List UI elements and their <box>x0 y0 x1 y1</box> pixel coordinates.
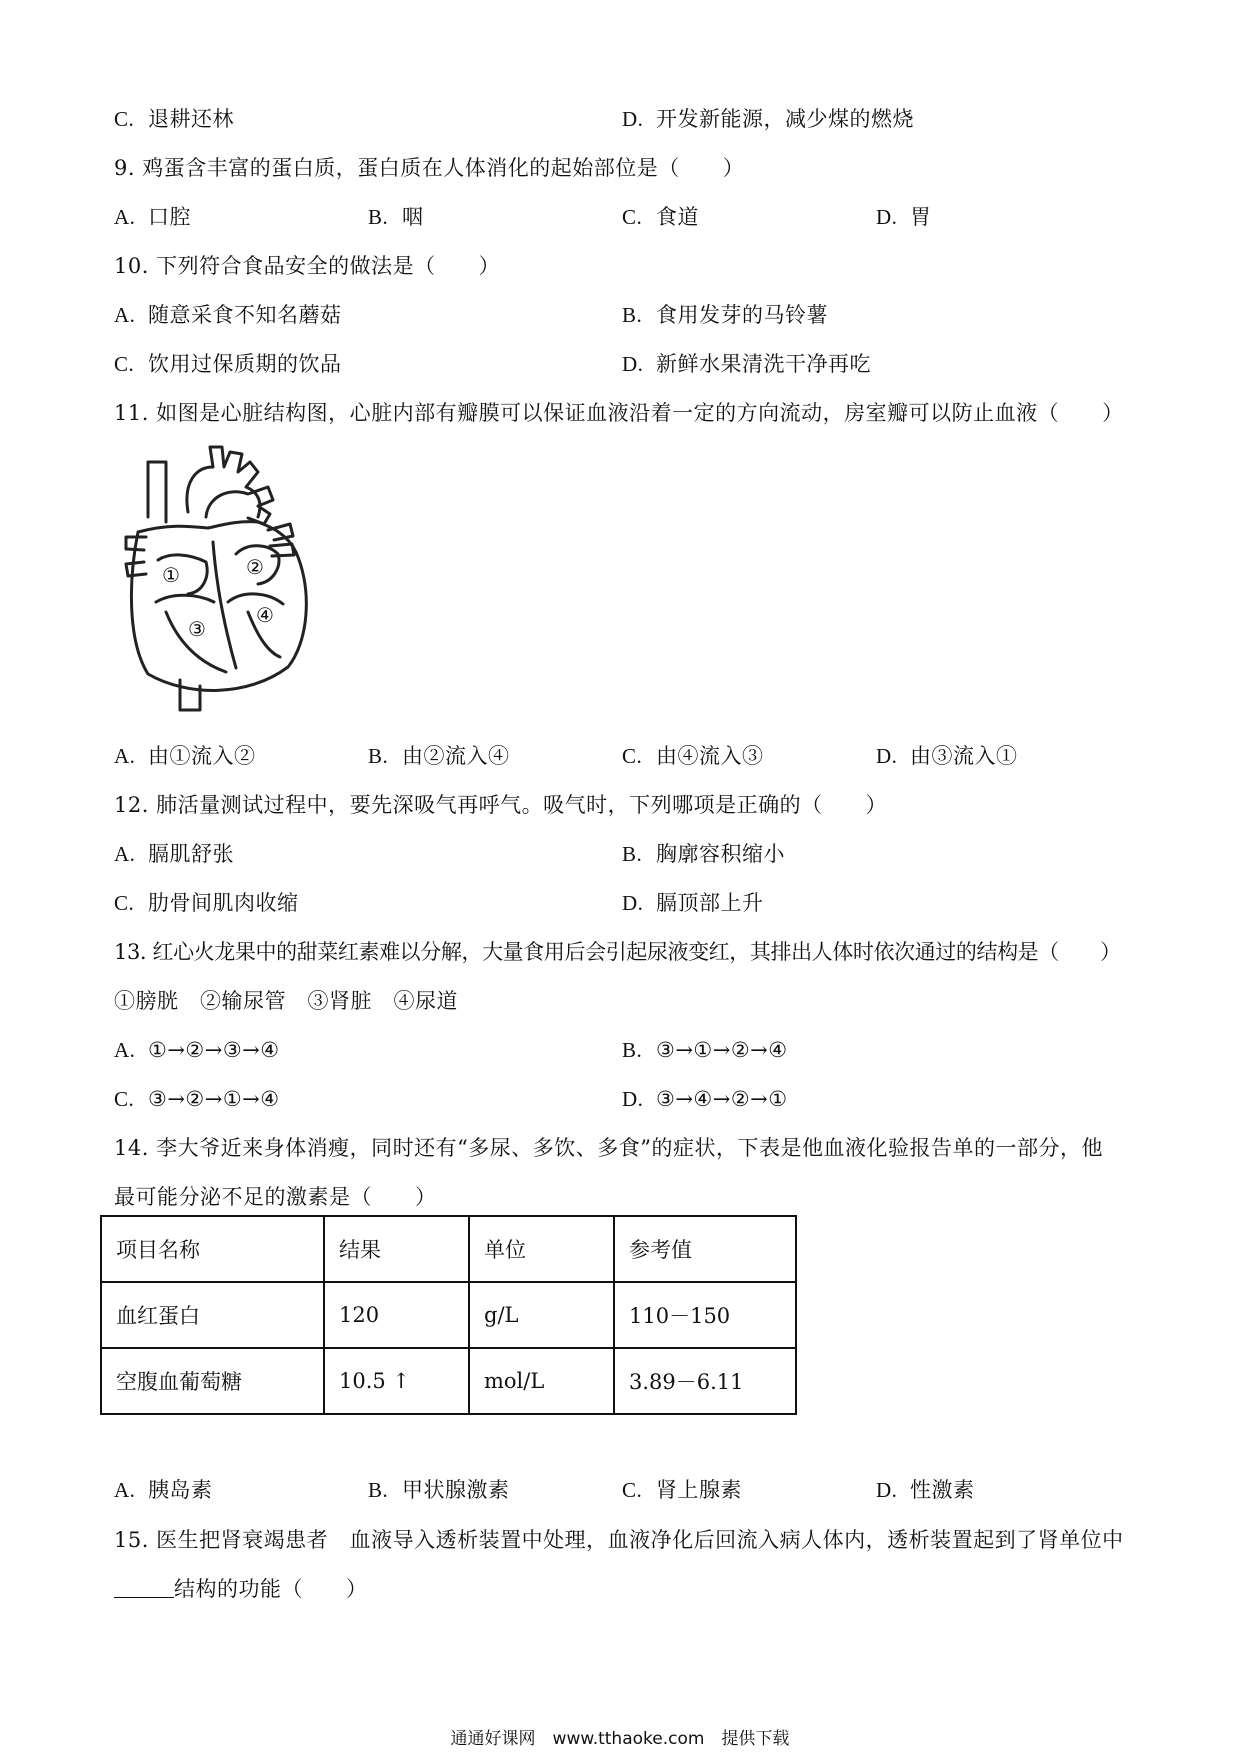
option-label: A. <box>114 1478 136 1502</box>
blood-test-table <box>100 1215 797 1415</box>
q15-stem-line-1: 15. 医生把肾衰竭患者 血液导入透析装置中处理，血液净化后回流入病人体内，透析装置起到了肾单位中 <box>114 1528 1124 1552</box>
option-label: A. <box>114 205 136 229</box>
q13-items: ①膀胱 ②输尿管 ③肾脏 ④尿道 <box>114 989 458 1013</box>
option-text: 膈顶部上升 <box>656 891 764 915</box>
option-label: D. <box>622 107 644 131</box>
option-label: B. <box>622 842 643 866</box>
option-label: D. <box>622 1087 644 1111</box>
option-label: B. <box>368 205 389 229</box>
option-label: D. <box>876 205 898 229</box>
table-cell: 10.5 ↑ <box>324 1348 469 1414</box>
q9-option-d[interactable] <box>876 203 932 231</box>
table-cell: 120 <box>324 1282 469 1348</box>
option-label: D. <box>622 891 644 915</box>
option-text: 食用发芽的马铃薯 <box>656 303 828 327</box>
heart-diagram <box>118 442 318 712</box>
option-text: 膈肌舒张 <box>148 842 234 866</box>
page-footer: 通通好课网 www.tthaoke.com 提供下载 <box>450 1729 790 1749</box>
table-cell: mol/L <box>469 1348 614 1414</box>
q9-option-b[interactable] <box>368 203 424 231</box>
heart-label-2: ② <box>246 555 264 579</box>
q13-option-a[interactable] <box>114 1036 280 1064</box>
option-text: 由③流入① <box>910 744 1018 768</box>
option-text: ③→②→①→④ <box>148 1087 280 1111</box>
q11-option-d[interactable] <box>876 742 1018 770</box>
q10-option-b[interactable] <box>622 301 828 329</box>
option-text: 肋骨间肌肉收缩 <box>148 891 299 915</box>
option-text: 由②流入④ <box>402 744 510 768</box>
q10-option-d[interactable] <box>622 350 871 378</box>
option-label: C. <box>114 1087 135 1111</box>
table-header-cell: 参考值 <box>614 1216 796 1282</box>
q14-option-c[interactable] <box>622 1476 742 1504</box>
q12-option-b[interactable] <box>622 840 785 868</box>
option-text: 胃 <box>910 205 932 229</box>
option-label: C. <box>114 891 135 915</box>
heart-label-1: ① <box>162 563 180 587</box>
q13-stem: 13. 红心火龙果中的甜菜红素难以分解，大量食用后会引起尿液变红，其排出人体时依次通过的结构是（ ） <box>114 940 1121 964</box>
table-header-cell: 结果 <box>324 1216 469 1282</box>
option-text: 随意采食不知名蘑菇 <box>148 303 342 327</box>
q15-stem-line-2 <box>114 1575 368 1603</box>
q11-stem: 11. 如图是心脏结构图，心脏内部有瓣膜可以保证血液沿着一定的方向流动，房室瓣可以防止血液（ ） <box>114 401 1124 425</box>
option-label: B. <box>622 303 643 327</box>
table-header-cell: 单位 <box>469 1216 614 1282</box>
answer-blank[interactable] <box>114 1577 174 1598</box>
q12-option-d[interactable] <box>622 889 764 917</box>
table-header-cell: 项目名称 <box>101 1216 324 1282</box>
option-label: A. <box>114 744 136 768</box>
table-row <box>101 1348 796 1414</box>
option-text: ③→④→②→① <box>656 1087 788 1111</box>
option-label: A. <box>114 842 136 866</box>
q11-option-c[interactable] <box>622 742 764 770</box>
option-text: 开发新能源，减少煤的燃烧 <box>656 107 914 131</box>
table-cell: 110－150 <box>614 1282 796 1348</box>
option-text: 性激素 <box>910 1478 975 1502</box>
option-text: 退耕还林 <box>148 107 234 131</box>
option-label: A. <box>114 303 136 327</box>
q9-stem: 9. 鸡蛋含丰富的蛋白质，蛋白质在人体消化的起始部位是（ ） <box>114 156 745 180</box>
option-label: C. <box>114 352 135 376</box>
option-text: 食道 <box>656 205 699 229</box>
q14-option-a[interactable] <box>114 1476 213 1504</box>
option-label: D. <box>876 744 898 768</box>
option-label: B. <box>368 1478 389 1502</box>
option-text: 由①流入② <box>148 744 256 768</box>
table-cell: 血红蛋白 <box>101 1282 324 1348</box>
option-text: ①→②→③→④ <box>148 1038 280 1062</box>
option-label: A. <box>114 1038 136 1062</box>
table-row <box>101 1282 796 1348</box>
q14-option-b[interactable] <box>368 1476 510 1504</box>
option-text: 甲状腺激素 <box>402 1478 510 1502</box>
option-text: ③→①→②→④ <box>656 1038 788 1062</box>
q8-option-d[interactable] <box>622 105 914 133</box>
option-label: D. <box>622 352 644 376</box>
table-cell: 空腹血葡萄糖 <box>101 1348 324 1414</box>
q12-option-c[interactable] <box>114 889 299 917</box>
q13-option-c[interactable] <box>114 1085 280 1113</box>
q12-option-a[interactable] <box>114 840 234 868</box>
option-label: B. <box>368 744 389 768</box>
table-header-row <box>101 1216 796 1282</box>
q14-stem-line-1: 14. 李大爷近来身体消瘦，同时还有“多尿、多饮、多食”的症状，下表是他血液化验报告单的一部分，他 <box>114 1136 1104 1160</box>
q10-option-c[interactable] <box>114 350 342 378</box>
option-text: 咽 <box>402 205 424 229</box>
option-text: 由④流入③ <box>656 744 764 768</box>
option-text: 新鲜水果清洗干净再吃 <box>656 352 871 376</box>
option-text: 口腔 <box>148 205 191 229</box>
heart-label-3: ③ <box>188 617 206 641</box>
q10-option-a[interactable] <box>114 301 342 329</box>
q14-option-d[interactable] <box>876 1476 975 1504</box>
option-text: 胰岛素 <box>148 1478 213 1502</box>
option-text: 饮用过保质期的饮品 <box>148 352 342 376</box>
option-label: C. <box>622 744 643 768</box>
option-label: C. <box>114 107 135 131</box>
q13-option-b[interactable] <box>622 1036 788 1064</box>
q11-option-a[interactable] <box>114 742 256 770</box>
table-cell: 3.89－6.11 <box>614 1348 796 1414</box>
q15-stem-suffix: 结构的功能（ ） <box>174 1577 368 1601</box>
option-label: C. <box>622 1478 643 1502</box>
option-label: B. <box>622 1038 643 1062</box>
q11-option-b[interactable] <box>368 742 510 770</box>
q9-option-c[interactable] <box>622 203 699 231</box>
option-text: 胸廓容积缩小 <box>656 842 785 866</box>
q10-stem: 10. 下列符合食品安全的做法是（ ） <box>114 254 501 278</box>
q14-stem-line-2: 最可能分泌不足的激素是（ ） <box>114 1185 437 1209</box>
q13-option-d[interactable] <box>622 1085 788 1113</box>
option-label: C. <box>622 205 643 229</box>
option-text: 肾上腺素 <box>656 1478 742 1502</box>
q8-option-c[interactable] <box>114 105 234 133</box>
heart-label-4: ④ <box>256 603 274 627</box>
table-cell: g/L <box>469 1282 614 1348</box>
option-label: D. <box>876 1478 898 1502</box>
q12-stem: 12. 肺活量测试过程中，要先深吸气再呼气。吸气时，下列哪项是正确的（ ） <box>114 793 888 817</box>
q9-option-a[interactable] <box>114 203 191 231</box>
